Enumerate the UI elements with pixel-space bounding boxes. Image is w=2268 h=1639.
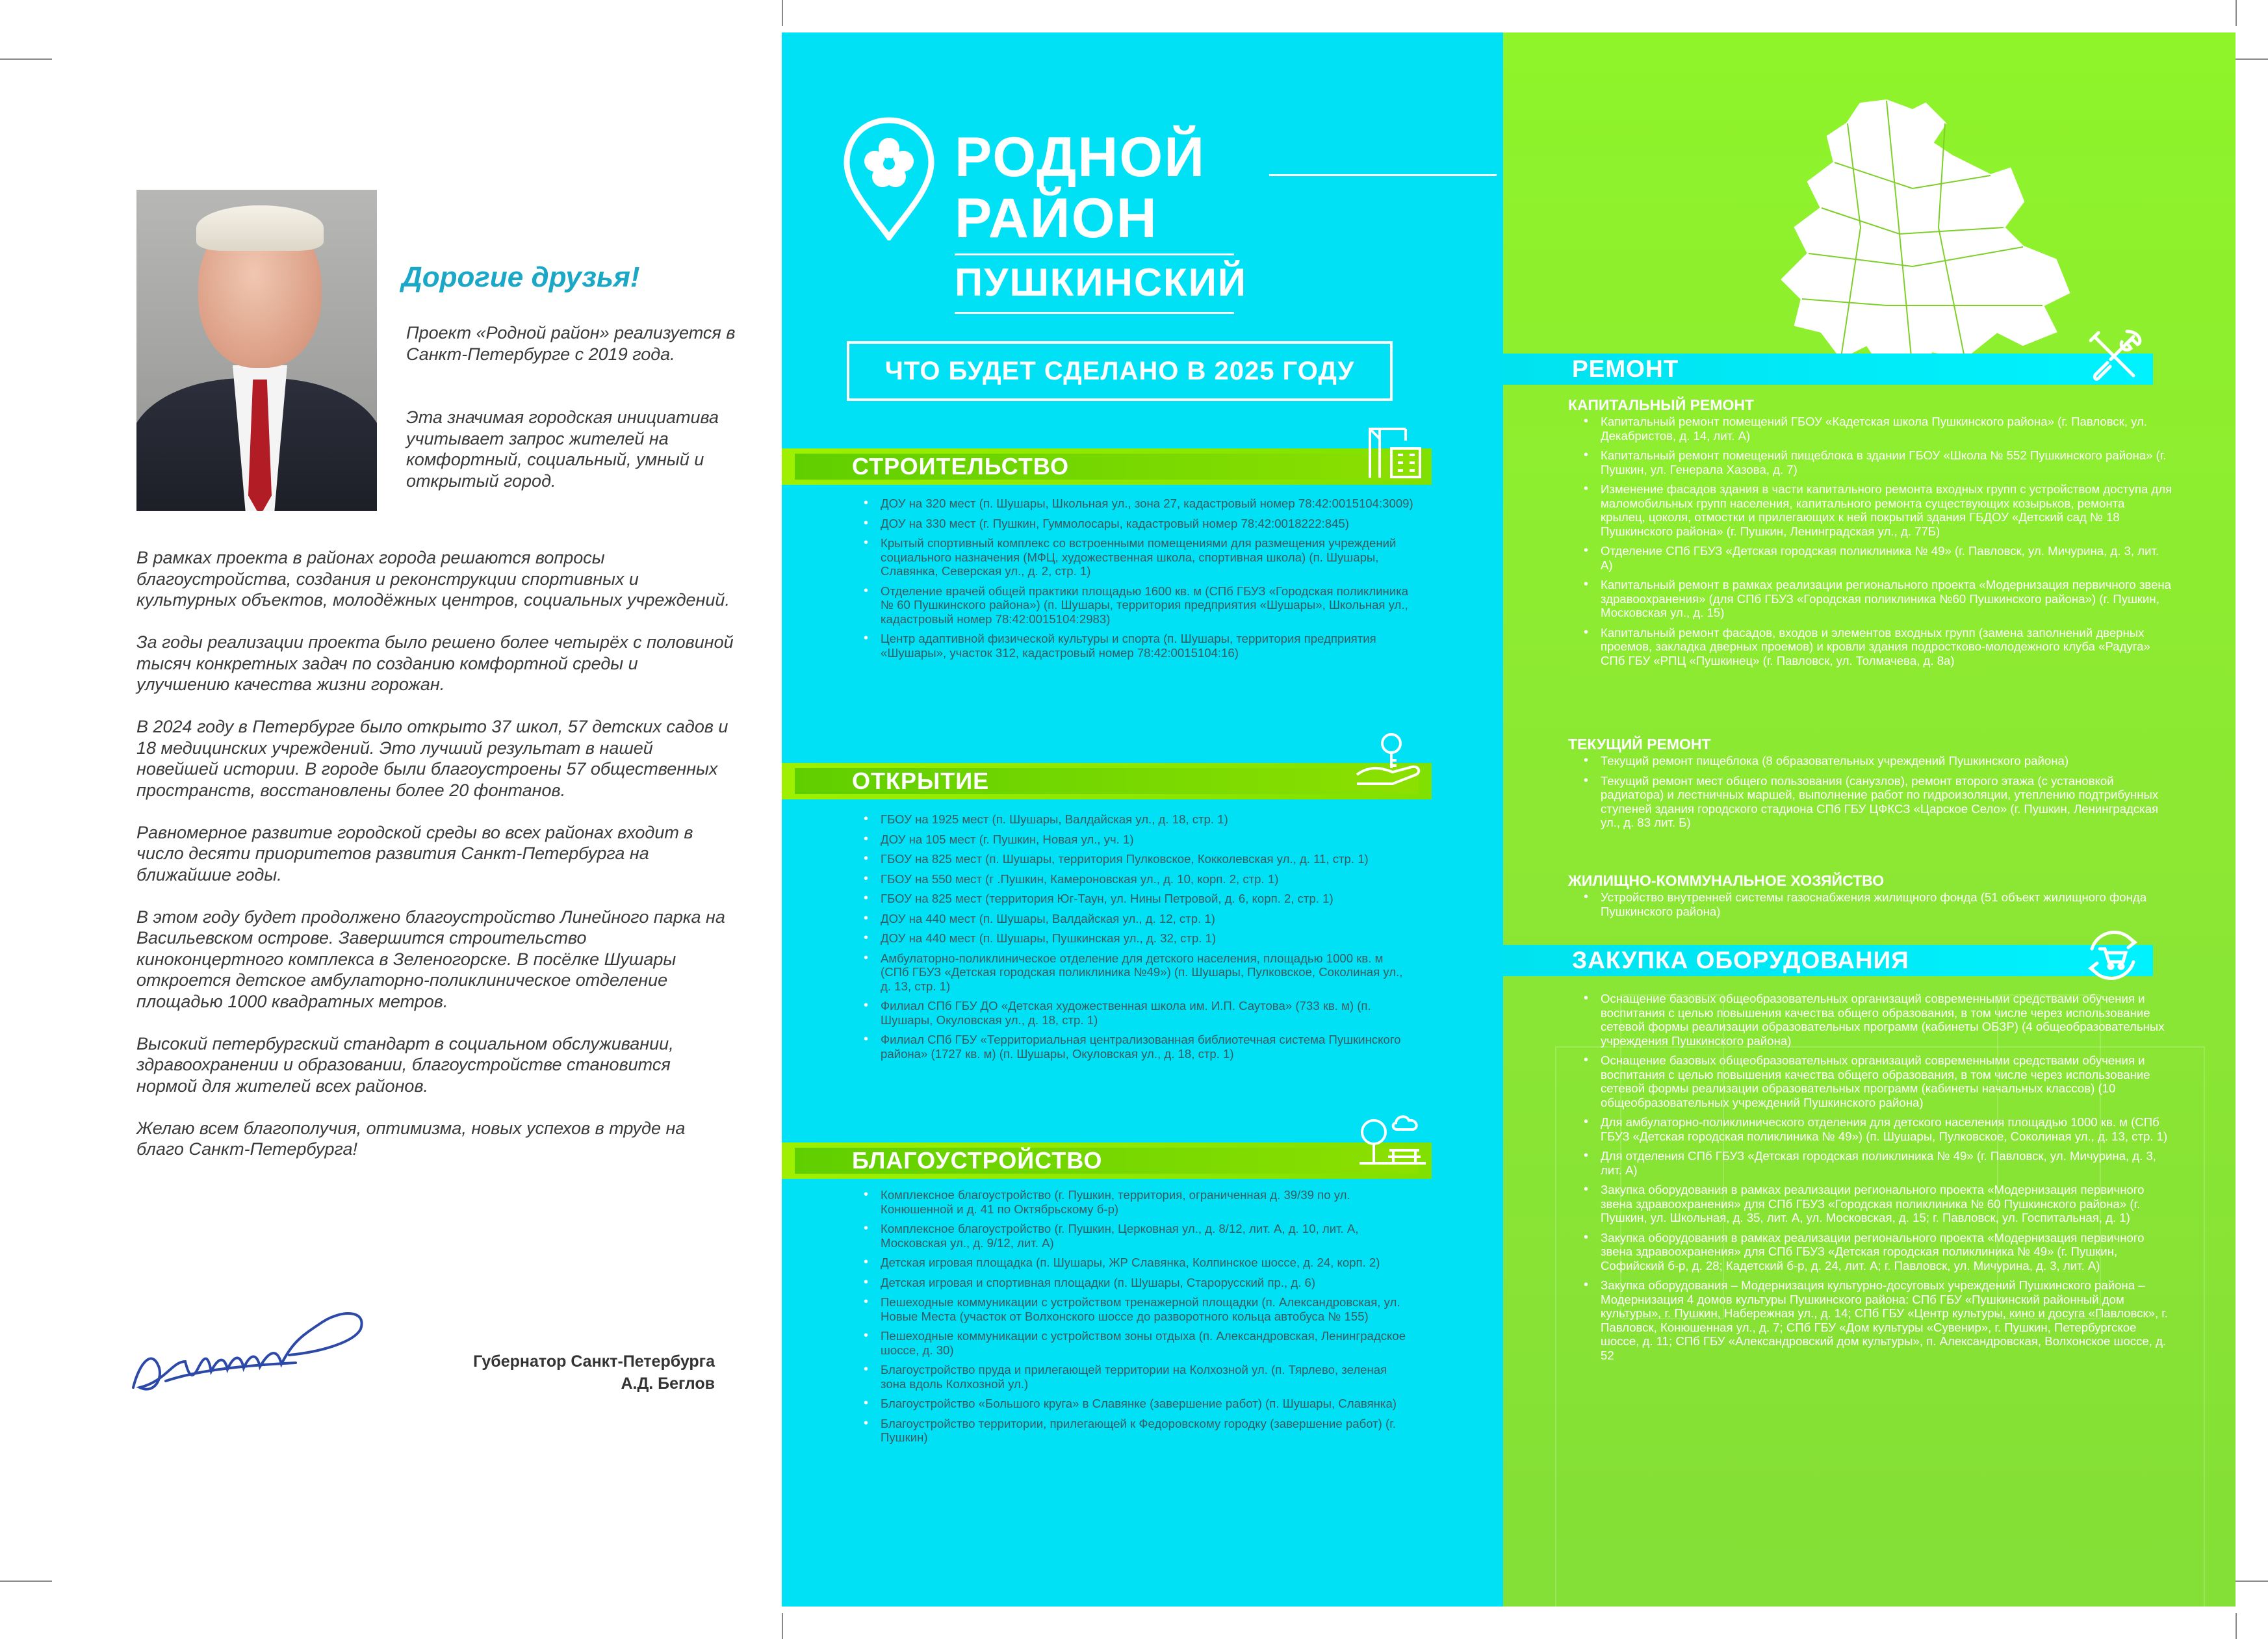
list-item: • Изменение фасадов здания в части капитального ремонта входных групп с устройством доступа для маломобильных групп населения, капитального ремонта существующих козырьков, ремонта крылец, цоколя, отмостки и прилегающих к ней покрытий здания ГБДОУ «Детский сад № 18 Пушкинского района» (г. Пушкин, Ленинградская ул., д. 77Б)	[1601, 482, 2172, 538]
governor-portrait	[136, 190, 377, 511]
subheading-housing: ЖИЛИЩНО-КОММУНАЛЬНОЕ ХОЗЯЙСТВО	[1568, 872, 1885, 889]
section-header-equipment	[1503, 942, 2153, 979]
list-item: • Центр адаптивной физической культуры и спорта (п. Шушары, территория предприятия «Шушары», участок 312, кадастровый номер 78:42:0015104:16)	[881, 632, 1413, 660]
crop-mark	[2236, 0, 2237, 26]
signer-block	[416, 1350, 715, 1395]
list-item: • Закупка оборудования – Модернизация культурно-досуговых учреждений Пушкинского района – Модернизация 4 домов культуры Пушкинского района: СПб ГБУ «Пушкинский районный дом культуры», г. Пушкин, Набережная ул., д. 14; СПб ГБУ «Центр культуры, кино и досуга «Павловск», г. Павловск, Конюшенная ул., д. 7; СПб ГБУ «Дом культуры «Сувенир», г. Пушкин, Петербургское шоссе, д. 11; СПб ГБУ «Александровский дом культуры», п. Александровская, Волхонское шоссе, д. 52	[1601, 1278, 2172, 1362]
list-item: • Устройство внутренней системы газоснабжения жилищного фонда (51 объект жилищного фонда Пушкинского района)	[1601, 890, 2172, 918]
list-item: • Комплексное благоустройство (г. Пушкин, территория, ограниченная д. 39/39 по ул. Конюшенной и д. 41 по Октябрьскому б-р)	[881, 1188, 1413, 1216]
list-item: • ГБОУ на 825 мест (п. Шушары, территория Пулковское, Кокколевская ул., д. 11, стр. 1)	[881, 852, 1413, 866]
logo-wordmark	[955, 127, 1205, 249]
list-item: • Детская игровая и спортивная площадки (п. Шушары, Старорусский пр., д. 6)	[881, 1276, 1413, 1290]
list-item: • Комплексное благоустройство (г. Пушкин, Церковная ул., д. 8/12, лит. А, д. 10, лит. А, Московская ул., д. 9/12, лит. А)	[881, 1222, 1413, 1250]
equipment-list	[1601, 992, 2172, 1368]
list-item: • Закупка оборудования в рамках реализации регионального проекта «Модернизация первичного звена здравоохранения» для СПб ГБУЗ «Городская поликлиника № 60 Пушкинского района» (г. Пушкин, ул. Школьная, д. 35, лит. А, ул. Московская, д. 15; г. Павловск, ул. Госпитальная, д. 1)	[1601, 1183, 2172, 1225]
list-item: • Отделение врачей общей практики площадью 1600 кв. м (СПб ГБУЗ «Городская поликлиника № 60 Пушкинского района») (п. Шушары, территория предприятия «Шушары», Школьная ул., кадастровый номер 78:42:0015104:2983)	[881, 584, 1413, 626]
logo-line-2: РАЙОН	[955, 187, 1158, 250]
list-item: • Крытый спортивный комплекс со встроенными помещениями для размещения учреждений социального назначения (МФЦ, художественная школа, спортивная школа) (п. Шушары, Славянка, Северская ул., д. 2, стр. 1)	[881, 536, 1413, 578]
logo-line-1: РОДНОЙ	[955, 126, 1206, 188]
list-item: • Благоустройство пруда и прилегающей территории на Колхозной ул. (п. Тярлево, зеленая зона вдоль Колхозной ул.)	[881, 1363, 1413, 1391]
housing-list	[1601, 890, 2172, 924]
list-item: • Филиал СПб ГБУ ДО «Детская художественная школа им. И.П. Саутова» (733 кв. м) (п. Шушары, Окуловская ул., д. 18, стр. 1)	[881, 999, 1413, 1027]
list-item: • ДОУ на 440 мест (п. Шушары, Пушкинская ул., д. 32, стр. 1)	[881, 931, 1413, 946]
list-item: • ДОУ на 330 мест (г. Пушкин, Гуммолосары, кадастровый номер 78:42:0018222:845)	[881, 517, 1413, 531]
list-item: • Капитальный ремонт помещений пищеблока в здании ГБОУ «Школа № 552 Пушкинского района» (г. Пушкин, ул. Генерала Хазова, д. 7)	[1601, 448, 2172, 476]
capital-repair-list	[1601, 415, 2172, 673]
signer-title: Губернатор Санкт-Петербурга	[473, 1352, 715, 1371]
park-icon	[1357, 1109, 1428, 1167]
section-header-repair	[1503, 351, 2153, 387]
letter-paragraph: В 2024 году в Петербурге было открыто 37 школ, 57 детских садов и 18 медицинских учреждений. Это лучший результат в нашей новейшей истории. В городе были благоустроены 57 общественных пространств, восстановлены более 20 фонтанов.	[136, 717, 728, 800]
section-title: ОТКРЫТИЕ	[852, 768, 990, 794]
section-header-improvement	[782, 1142, 1432, 1179]
projects-panel-green	[1503, 32, 2236, 1607]
list-item: • Капитальный ремонт помещений ГБОУ «Кадетская школа Пушкинского района» (г. Павловск, ул. Декабристов, д. 14, лит. А)	[1601, 415, 2172, 443]
intro-paragraph-2: Эта значимая городская инициатива учитывает запрос жителей на комфортный, социальный, умный и открытый город.	[406, 407, 719, 491]
improvement-list	[881, 1188, 1413, 1451]
construction-icon	[1360, 422, 1432, 481]
section-title: СТРОИТЕЛЬСТВО	[852, 453, 1069, 480]
section-title: БЛАГОУСТРОЙСТВО	[852, 1147, 1103, 1174]
list-item: • Оснащение базовых общеобразовательных организаций современными средствами обучения и воспитания с целью повышения качества общего образования, в том числе через использование сетевой формы реализации образовательных программ (кабинеты начальных классов) (10 общеобразовательных учреждений Пушкинского района)	[1601, 1053, 2172, 1109]
letter-paragraph: В рамках проекта в районах города решаются вопросы благоустройства, создания и реконструкции спортивных и культурных объектов, молодёжных центров, социальных учреждений.	[136, 548, 730, 610]
list-item: • Благоустройство «Большого круга» в Славянке (завершение работ) (п. Шушары, Славянка)	[881, 1397, 1413, 1411]
list-item: • Текущий ремонт мест общего пользования (санузлов), ремонт второго этажа (с установкой радиатора) и лестничных маршей, выполнение работ по гидроизоляции, утеплению подтрибунных ступеней здания городского стадиона СПб ГБУ ЦФКСЗ «Царское Село» (г. Пушкин, Ленинградская ул., д. 83 лит. Б)	[1601, 774, 2172, 830]
intro-paragraph-1: Проект «Родной район» реализуется в Санкт-Петербурге с 2019 года.	[406, 323, 736, 364]
list-item: • Для амбулаторно-поликлинического отделения для детского населения площадью 1000 кв. м (СПб ГБУЗ «Детская городская поликлиника № 49») (п. Шушары, Пулковское, Соколиная ул., д. 13, стр. 1)	[1601, 1115, 2172, 1143]
section-title: РЕМОНТ	[1572, 355, 1679, 382]
list-item: • Пешеходные коммуникации с устройством зоны отдыха (п. Александровская, Ленинградское шоссе, д. 30)	[881, 1329, 1413, 1357]
handwritten-signature	[127, 1290, 413, 1407]
district-map-icon	[1718, 97, 2081, 383]
crop-mark	[782, 0, 783, 26]
year-banner: ЧТО БУДЕТ СДЕЛАНО В 2025 ГОДУ	[847, 341, 1393, 401]
list-item: • Оснащение базовых общеобразовательных организаций современными средствами обучения и воспитания с целью повышения качества общего образования, в том числе через использование сетевой формы реализации образовательных программ (кабинеты ОБЗР) (4 общеобразовательных учреждения Пушкинского района)	[1601, 992, 2172, 1048]
list-item: • Для отделения СПб ГБУЗ «Детская городская поликлиника № 49» (г. Павловск, ул. Мичурина, д. 3, лит. А)	[1601, 1149, 2172, 1177]
divider	[955, 312, 1234, 314]
list-item: • ГБОУ на 1925 мест (п. Шушары, Валдайская ул., д. 18, стр. 1)	[881, 812, 1413, 827]
list-item: • ДОУ на 105 мест (г. Пушкин, Новая ул., уч. 1)	[881, 832, 1413, 847]
hand-key-icon	[1354, 729, 1425, 788]
signer-name: А.Д. Беглов	[621, 1374, 715, 1393]
tools-icon	[2081, 324, 2146, 389]
list-item: • ДОУ на 440 мест (п. Шушары, Валдайская ул., д. 12, стр. 1)	[881, 912, 1413, 926]
letter-paragraph: Желаю всем благополучия, оптимизма, новых успехов в труде на благо Санкт-Петербурга!	[136, 1118, 686, 1159]
section-title: ЗАКУПКА ОБОРУДОВАНИЯ	[1572, 947, 1909, 974]
list-item: • Филиал СПб ГБУ «Территориальная централизованная библиотечная система Пушкинского района» (1727 кв. м) (п. Шушары, Окуловская ул., д. 18, стр. 1)	[881, 1033, 1413, 1061]
construction-list	[881, 497, 1413, 665]
list-item: • Благоустройство территории, прилегающей к Федоровскому городку (завершение работ) (г. Пушкин)	[881, 1417, 1413, 1445]
letter-paragraph: За годы реализации проекта было решено более четырёх с половиной тысяч конкретных задач по созданию комфортной среды и улучшению качества жизни горожан.	[136, 632, 734, 694]
greeting-heading: Дорогие друзья!	[402, 261, 640, 293]
letter-paragraph: В этом году будет продолжено благоустройство Линейного парка на Васильевском острове. Завершится строительство киноконцертного комплекса в Зеленогорске. В посёлке Шушары откроется детское амбулаторно-поликлиническое отделение площадью 1000 квадратных метров.	[136, 907, 725, 1011]
list-item: • Капитальный ремонт фасадов, входов и элементов входных групп (замена заполнений дверных проемов, закладка дверных проемов) и кровли здания подростково-молодежного клуба «Радуга» СПб ГБУ «РПЦ «Пушкинец» (г. Павловск, ул. Толмачева, д. 8а)	[1601, 626, 2172, 668]
rodnoy-rayon-pin-logo-icon	[844, 117, 934, 240]
letter-body	[136, 547, 734, 1181]
crop-mark	[2236, 1613, 2237, 1639]
governor-letter-panel	[0, 0, 780, 1639]
list-item: • Детская игровая площадка (п. Шушары, ЖР Славянка, Колпинское шоссе, д. 24, корп. 2)	[881, 1256, 1413, 1270]
subheading-capital-repair: КАПИТАЛЬНЫЙ РЕМОНТ	[1568, 396, 1755, 413]
list-item: • Пешеходные коммуникации с устройством тренажерной площадки (п. Александровская, ул. Новые Места (участок от Волхонского шоссе до разворотного кольца автобуса № 155)	[881, 1295, 1413, 1323]
list-item: • Закупка оборудования в рамках реализации регионального проекта «Модернизация первичного звена здравоохранения» для СПб ГБУЗ «Детская городская поликлиника № 49» (г. Пушкин, Софийский б-р, д. 28; Кадетский б-р, д. 24, лит. А; г. Павловск, ул. Мичурина, д. 3, лит. А)	[1601, 1231, 2172, 1273]
divider	[955, 253, 1234, 255]
cart-cycle-icon	[2080, 923, 2145, 988]
list-item: • ГБОУ на 825 мест (территория Юг-Таун, ул. Нины Петровой, д. 6, корп. 2, стр. 1)	[881, 892, 1413, 906]
list-item: • ГБОУ на 550 мест (г .Пушкин, Камероновская ул., д. 10, корп. 2, стр. 1)	[881, 872, 1413, 886]
current-repair-list	[1601, 754, 2172, 836]
section-header-construction	[782, 448, 1432, 485]
divider	[1269, 174, 1497, 176]
list-item: • ДОУ на 320 мест (п. Шушары, Школьная ул., зона 27, кадастровый номер 78:42:0015104:3009)	[881, 497, 1413, 511]
letter-paragraph: Высокий петербургский стандарт в социальном обслуживании, здравоохранении и образовании, благоустройстве становится нормой для жителей всех районов.	[136, 1033, 674, 1096]
letter-paragraph: Равномерное развитие городской среды во всех районах входит в число десяти приоритетов развития Санкт-Петербурга на ближайшие годы.	[136, 822, 693, 884]
subheading-current-repair: ТЕКУЩИЙ РЕМОНТ	[1568, 736, 1711, 753]
list-item: • Капитальный ремонт в рамках реализации регионального проекта «Модернизация первичного звена здравоохранения» (для СПб ГБУЗ «Городская поликлиника №60 Пушкинского района») (г. Пушкин, Московская ул., д. 15)	[1601, 578, 2172, 620]
opening-list	[881, 812, 1413, 1066]
projects-panel-cyan	[782, 32, 1503, 1607]
district-name: ПУШКИНСКИЙ	[955, 261, 1248, 304]
section-header-opening	[782, 763, 1432, 799]
list-item: • Отделение СПб ГБУЗ «Детская городская поликлиника № 49» (г. Павловск, ул. Мичурина, д. 3, лит. А)	[1601, 544, 2172, 572]
list-item: • Амбулаторно-поликлиническое отделение для детского населения, площадью 1000 кв. м (СПб ГБУЗ «Детская городская поликлиника №49») (п. Шушары, Пулковское, Соколиная ул., д. 13, стр. 1)	[881, 951, 1413, 994]
list-item: • Текущий ремонт пищеблока (8 образовательных учреждений Пушкинского района)	[1601, 754, 2172, 768]
crop-mark	[782, 1613, 783, 1639]
